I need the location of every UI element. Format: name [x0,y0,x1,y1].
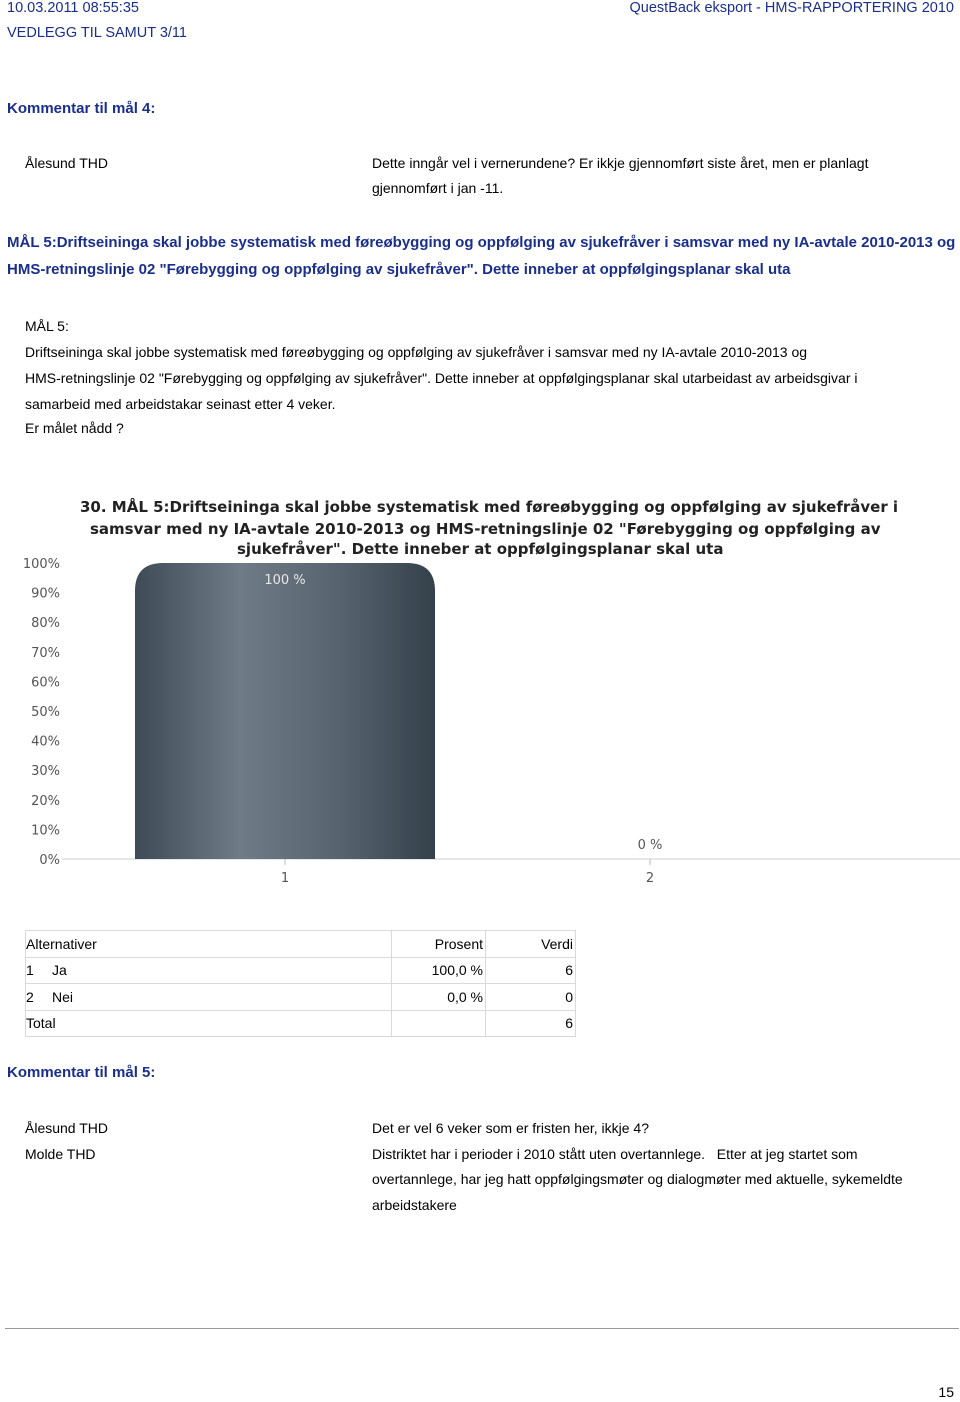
y-tick-label: 30% [31,764,60,780]
x-tick-label: 2 [645,871,655,886]
row-percent: 100,0 % [392,957,486,984]
header-percent: Prosent [392,931,486,958]
row-number: 2 [26,988,34,1005]
comment-text-line: Dette inngår vel i vernerundene? Er ikkje gjennomført siste året, men er planlagt [372,155,869,171]
bar [135,563,435,859]
goal5-heading: MÅL 5:Driftseininga skal jobbe systematisk med føreøbygging og oppfølging av sjukefråver i samsvar med ny IA-avtale 2010-2013 og HMS-retningslinje 02 "Førebygging og oppfølging av sjukefråver". Dette inneber at oppfølgingsplanar skal uta [7,234,956,278]
comment-goal4-title: Kommentar til mål 4: [7,100,156,117]
comment-text-line: arbeidstakere [372,1197,457,1213]
bar-chart [0,485,960,895]
page-number: 15 [938,1384,954,1400]
table-row [26,957,576,984]
y-tick-label: 80% [31,616,60,632]
y-tick-label: 90% [31,586,60,602]
table-row [26,984,576,1011]
row-number: 1 [26,962,34,979]
row-label: Ja [52,962,67,979]
row-value: 6 [486,957,576,984]
export-datetime: 10.03.2011 08:55:35 [7,0,139,16]
y-tick-label: 0% [39,853,60,868]
y-tick-label: 20% [31,793,60,809]
table-header-row [26,931,576,958]
goal5-text-line: Driftseininga skal jobbe systematisk med føreøbygging og oppfølging av sjukefråver i samsvar med ny IA-avtale 2010-2013 og [25,344,808,360]
attachment-label: VEDLEGG TIL SAMUT 3/11 [7,25,187,41]
comment-text-line: gjennomført i jan -11. [372,180,504,196]
goal5-text-line: samarbeid med arbeidstakar seinast etter 4 veker. [25,396,336,412]
x-tick-label: 1 [280,871,290,886]
table-total-row [26,1010,576,1037]
chart-title-line: samsvar med ny IA-avtale 2010-2013 og HMS-retningslinje 02 "Førebygging og oppfølging av [90,520,881,538]
chart-title-line: sjukefråver". Dette inneber at oppfølgingsplanar skal uta [237,540,724,558]
row-label: Nei [52,988,74,1005]
chart-title-line: 30. MÅL 5:Driftseininga skal jobbe systematisk med føreøbygging og oppfølging av sjukefråver i [80,498,899,516]
goal5-question: Er målet nådd ? [25,420,124,436]
comment-text-line: Det er vel 6 veker som er fristen her, ikkje 4? [372,1120,649,1136]
comment-text-line: overtannlege, har jeg hatt oppfølgingsmøter og dialogmøter med aktuelle, sykemeldte [372,1171,903,1187]
y-tick-label: 10% [31,823,60,839]
total-label: Total [26,1010,392,1037]
row-alternative [26,957,392,984]
comment-author: Molde THD [25,1146,96,1162]
y-tick-label: 60% [31,675,60,691]
goal5-label: MÅL 5: [25,318,69,334]
results-table [25,930,576,1037]
row-value: 0 [486,984,576,1011]
export-title: QuestBack eksport - HMS-RAPPORTERING 2010 [629,0,954,16]
header-value: Verdi [486,931,576,958]
comment-author: Ålesund THD [25,155,109,171]
goal5-text-line: HMS-retningslinje 02 "Førebygging og oppfølging av sjukefråver". Dette inneber at oppfølgingsplanar skal utarbeidast av arbeidsgivar i [25,370,858,386]
bar-data-label: 0 % [637,838,663,853]
total-empty-cell [392,1010,486,1037]
y-tick-label: 40% [31,734,60,750]
header-alternatives: Alternativer [26,931,392,958]
bar-data-label: 100 % [264,573,306,588]
comment-goal5-title: Kommentar til mål 5: [7,1064,156,1081]
y-tick-label: 70% [31,645,60,661]
y-tick-label: 50% [31,705,60,720]
total-value: 6 [486,1010,576,1037]
y-tick-label: 100% [22,557,60,572]
comment-text-line: Distriktet har i perioder i 2010 stått uten overtannlege. Etter at jeg startet som [372,1146,858,1162]
row-percent: 0,0 % [392,984,486,1011]
row-alternative [26,984,392,1011]
footer-divider [5,1328,959,1329]
comment-author: Ålesund THD [25,1120,109,1136]
